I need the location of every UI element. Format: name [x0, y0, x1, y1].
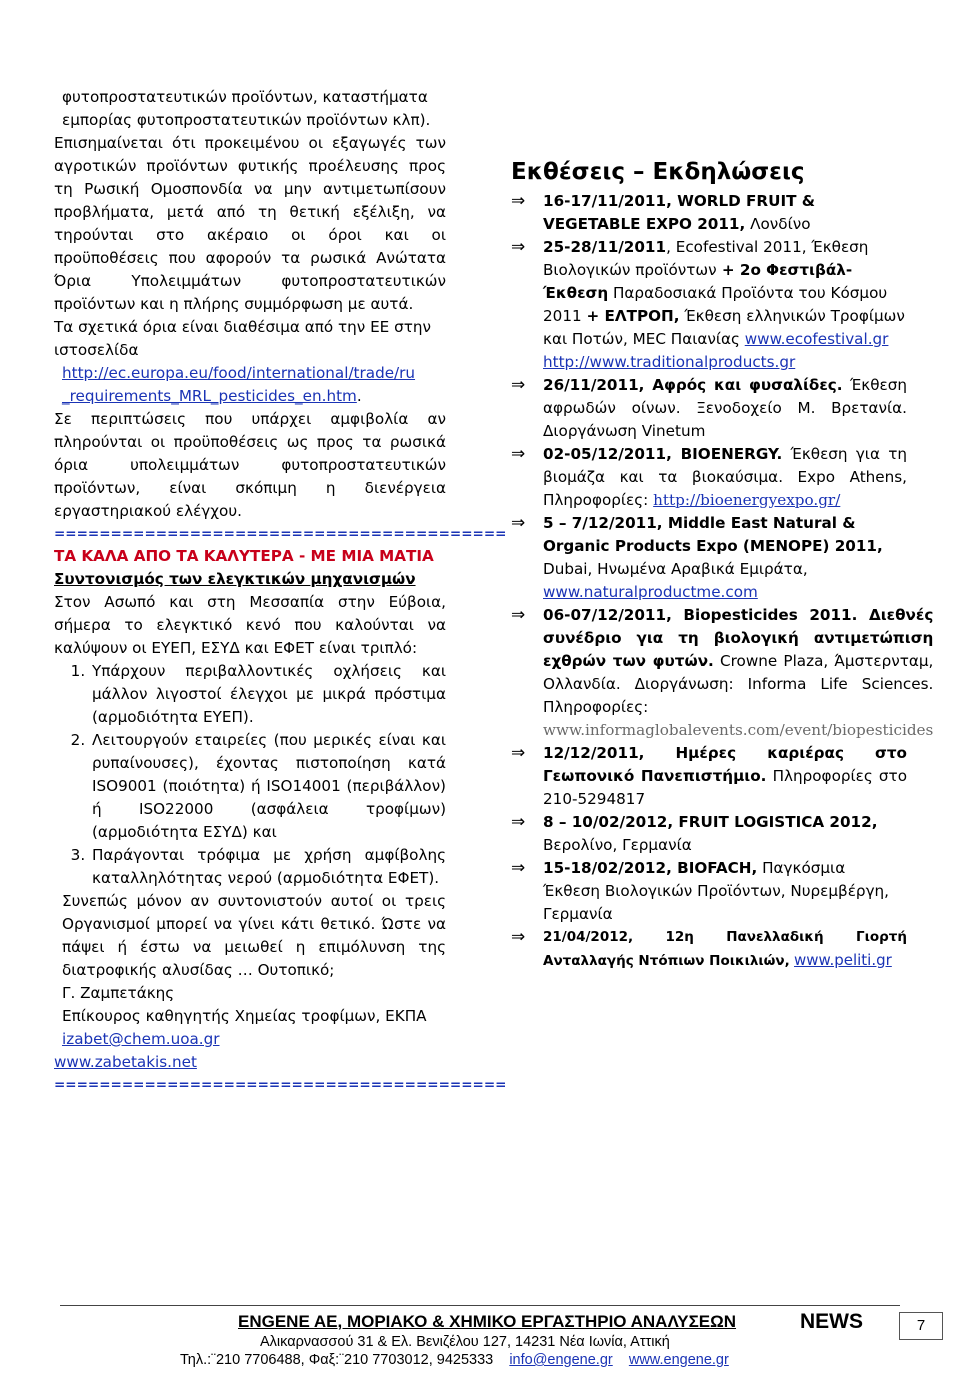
right-column — [511, 156, 934, 973]
left-column — [54, 86, 507, 1096]
author-site-link[interactable]: www.zabetakis.net — [54, 1053, 197, 1071]
footer-news: NEWS — [800, 1310, 863, 1333]
separator: ======================================== — [54, 526, 507, 542]
arrow-icon: ⇒ — [511, 513, 526, 533]
author-name: Γ. Ζαμπετάκης — [62, 984, 175, 1002]
naturalproduct-link[interactable]: www.naturalproductme.com — [543, 583, 758, 601]
list-item: 1. Υπάρχουν περιβαλλοντικές οχλήσεις και μάλλον λιγοστοί έλεγχοι με μικρά πρόστιμα (αρμοδιότητα ΕΥΕΠ). — [90, 660, 446, 729]
traditionalproducts-link[interactable]: http://www.traditionalproducts.gr — [543, 353, 796, 371]
arrow-icon: ⇒ — [511, 743, 526, 763]
events-heading: Εκθέσεις – Εκδηλώσεις — [511, 159, 805, 185]
eu-link-dot: . — [356, 387, 362, 405]
event-item: ⇒ 8 – 10/02/2012, FRUIT LOGISTICA 2012, Βερολίνο, Γερμανία — [511, 811, 907, 857]
separator-end: ======================================== — [54, 1077, 507, 1093]
event-item: ⇒ 25-28/11/2011, Ecofestival 2011, Έκθεση Βιολογικών προϊόντων + 2ο Φεστιβάλ-Έκθεση Παραδοσιακά Προϊόντα του Κόσμου 2011 + ΕΛΤΡΟΠ, Έκθεση ελληνικών Τροφίμων και Ποτών, ΜΕC Παιανίας www.ecofestival.gr http://www.traditionalproducts.gr — [511, 236, 907, 374]
event-item: ⇒ 12/12/2011, Ημέρες καριέρας στο Γεωπονικό Πανεπιστήμιο. Πληροφορίες στο 210-5294817 — [511, 742, 907, 811]
author-email-link[interactable]: izabet@chem.uoa.gr — [62, 1030, 220, 1048]
arrow-icon: ⇒ — [511, 605, 526, 625]
footer-web-link[interactable]: www.engene.gr — [628, 1352, 729, 1368]
eu-link-part1[interactable]: http://ec.europa.eu/food/international/trade/ru — [62, 364, 416, 382]
eu-link-part2[interactable]: _requirements_MRL_pesticides_en.htm — [62, 387, 357, 405]
event-item: ⇒ 26/11/2011, Αφρός και φυσαλίδες. Έκθεση αφρωδών οίνων. Ξενοδοχείο Μ. Βρετανία. Διοργάνωση Vinetum — [511, 374, 907, 443]
footer-address: Αλικαρνασσού 31 & Ελ. Βενιζέλου 127, 14231 Νέα Ιωνία, Αττική — [260, 1334, 670, 1350]
list-item: 2. Λειτουργούν εταιρείες (που μερικές είναι και ρυπαίνουσες), έχοντας πιστοποίηση κατά ISO9001 (ποιότητα) ή ISO14001 (περιβάλλον) ή ISO22000 (ασφάλεια τροφίμων) (αρμοδιότητα ΕΣΥΔ) και — [90, 729, 446, 844]
footer-contact — [180, 1352, 729, 1368]
event-item: ⇒ 5 – 7/12/2011, Middle East Natural & Organic Products Expo (MENOPE) 2011, Dubai, Ηνωμένα Αραβικά Εμιράτα, www.naturalproductme.com — [511, 512, 907, 604]
arrow-icon: ⇒ — [511, 812, 526, 832]
event-item: ⇒ 16-17/11/2011, WORLD FRUIT & VEGETABLE EXPO 2011, Λονδίνο — [511, 190, 907, 236]
closing-paragraph: Συνεπώς μόνον αν συντονιστούν αυτοί οι τρεις Οργανισμοί μπορεί να γίνει κάτι θετικό. Ώστε να πάψει ή έστω να μειωθεί η επιμόλυνση της διατροφικής αλυσίδας … Ουτοπικό; — [62, 892, 446, 979]
bioenergy-link[interactable]: http://bioenergyexpo.gr/ — [653, 491, 841, 509]
informa-url: www.informaglobalevents.com/event/biopesticides — [543, 721, 934, 739]
arrow-icon: ⇒ — [511, 927, 526, 947]
paragraph-lab-check: Σε περιπτώσεις που υπάρχει αμφιβολία αν πληρούνται οι προϋποθέσεις ως προς τα ρωσικά όρια υπολειμμάτων φυτοπροστατευτικών προϊόντων, είναι σκόπιμη η διενέργεια εργαστηριακού ελέγχου. — [54, 410, 446, 520]
section-subtitle: Συντονισμός των ελεγκτικών μηχανισμών — [54, 570, 416, 588]
footer-phones: Τηλ.:¨210 7706488, Φαξ:¨210 7703012, 9425333 — [180, 1352, 494, 1368]
intro-line-2: εμπορίας φυτοπροστατευτικών προϊόντων κλπ). — [62, 111, 431, 129]
section-title: ΤΑ ΚΑΛΑ ΑΠΟ ΤΑ ΚΑΛΥΤΕΡΑ - ΜΕ ΜΙΑ ΜΑΤΙΑ — [54, 547, 434, 565]
list-item: 3. Παράγονται τρόφιμα με χρήση αμφίβολης καταλληλότητας νερού (αρμοδιότητα ΕΦΕΤ). — [90, 844, 446, 890]
footer-company: ENGENE AE, ΜΟΡΙΑΚΟ & ΧΗΜΙΚΟ ΕΡΓΑΣΤΗΡΙΟ ΑΝΑΛΥΣΕΩΝ — [238, 1312, 737, 1331]
issues-list — [54, 660, 446, 890]
arrow-icon: ⇒ — [511, 375, 526, 395]
footer-email-link[interactable]: info@engene.gr — [509, 1352, 613, 1368]
section-paragraph: Στον Ασωπό και στη Μεσσαπία στην Εύβοια, σήμερα το ελεγκτικό κενό που καλούνται να καλύψουν οι ΕΥΕΠ, ΕΣΥΔ και ΕΦΕΤ είναι τριπλό: — [54, 593, 446, 657]
arrow-icon: ⇒ — [511, 191, 526, 211]
ecofestival-link[interactable]: www.ecofestival.gr — [744, 330, 889, 348]
page-number: 7 — [899, 1312, 943, 1340]
arrow-icon: ⇒ — [511, 858, 526, 878]
paragraph-limits: Τα σχετικά όρια είναι διαθέσιμα από την ΕΕ στην ιστοσελίδα — [54, 318, 431, 359]
intro-line-1: φυτοπροστατευτικών προϊόντων, καταστήματα — [62, 88, 428, 106]
event-item: ⇒ 15-18/02/2012, BIOFACH, Παγκόσμια Έκθεση Βιολογικών Προϊόντων, Νυρεμβέργη, Γερμανία — [511, 857, 907, 926]
author-title: Επίκουρος καθηγητής Χημείας τροφίμων, ΕΚΠΑ — [62, 1007, 427, 1025]
arrow-icon: ⇒ — [511, 237, 526, 257]
event-item: ⇒ 02-05/12/2011, BIOENERGY. Έκθεση για τη βιομάζα και τα βιοκαύσιμα. Expo Athens, Πληροφορίες: http://bioenergyexpo.gr/ — [511, 443, 907, 512]
footer-rule — [60, 1305, 900, 1306]
eu-link-block — [54, 362, 446, 408]
event-item: ⇒ 21/04/2012, 12η Πανελλαδική Γιορτή Ανταλλαγής Ντόπιων Ποικιλιών, www.peliti.gr — [511, 926, 907, 973]
arrow-icon: ⇒ — [511, 444, 526, 464]
event-item: ⇒ 06-07/12/2011, Biopesticides 2011. Διεθνές συνέδριο για τη βιολογική αντιμετώπιση εχθρών των φυτών. Crowne Plaza, Άμστερνταμ, Ολλανδία. Διοργάνωση: Informa Life Sciences. Πληροφορίες: www.informaglobalevents.com/event/biopesticides — [511, 604, 907, 742]
paragraph-export: Επισημαίνεται ότι προκειμένου οι εξαγωγές των αγροτικών προϊόντων φυτικής προέλευσης προς τη Ρωσική Ομοσπονδία να μην αντιμετωπίσουν προβλήματα, μετά από τη θετική εξέλιξη, να τηρούνται στο ακέραιο οι όροι και οι προϋποθέσεις που αφορούν τα ρωσικά Ανώτατα Όρια Υπολειμμάτων φυτοπροστατευτικών προϊόντων και η πλήρης συμμόρφωση με αυτά. — [54, 134, 446, 313]
peliti-link[interactable]: www.peliti.gr — [794, 951, 892, 969]
